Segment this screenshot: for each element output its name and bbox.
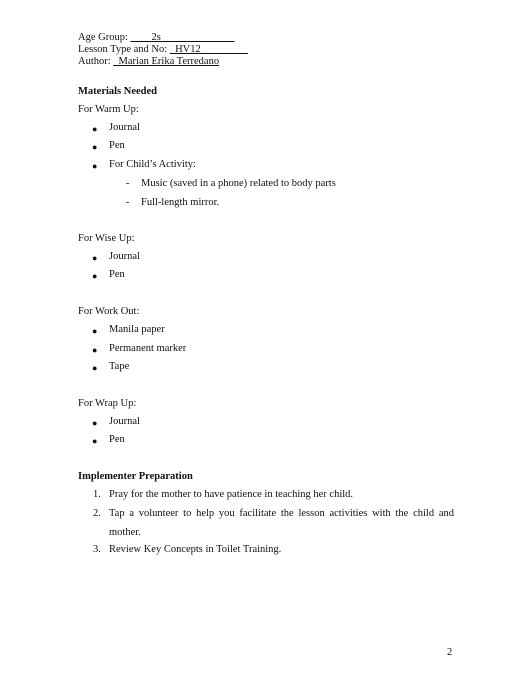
dash-icon: - [126,197,130,208]
preparation-heading: Implementer Preparation [78,471,193,482]
list-item: Tape [109,361,130,372]
step-number: 1. [93,489,101,500]
step-text: Review Key Concepts in Toilet Training. [109,544,282,555]
step-number: 3. [93,544,101,555]
bullet-icon: ● [92,271,98,281]
materials-heading: Materials Needed [78,86,158,97]
bullet-icon: ● [92,124,98,134]
bullet-icon: ● [92,363,98,373]
lesson-label: Lesson Type and No: [78,44,170,55]
sub-list-item: Music (saved in a phone) related to body parts [141,178,336,189]
list-item: For Child’s Activity: [109,159,196,170]
bullet-icon: ● [92,142,98,152]
age-group-value: ____2s______________ [130,32,235,43]
author-label: Author: [78,56,114,67]
list-item: Permanent marker [109,343,187,354]
bullet-icon: ● [92,326,98,336]
list-item: Pen [109,140,125,151]
author-value: _Marian Erika Terredano [113,56,220,67]
page-number: 2 [447,647,453,658]
list-item: Pen [109,269,125,280]
bullet-icon: ● [92,345,98,355]
step-text: Tap a volunteer to help you facilitate the lesson activities with the child and mother. [109,508,454,538]
list-item: Manila paper [109,324,165,335]
dash-icon: - [126,178,130,189]
step-text: Pray for the mother to have patience in teaching her child. [109,489,354,500]
sub-list-item: Full-length mirror. [141,197,220,208]
lesson-line [78,44,248,56]
wrap-up-label: For Wrap Up: [78,398,137,409]
wise-up-label: For Wise Up: [78,233,135,244]
bullet-icon: ● [92,436,98,446]
work-out-label: For Work Out: [78,306,140,317]
age-group-label: Age Group: [78,32,131,43]
step-number: 2. [93,508,101,519]
list-item: Journal [109,416,140,427]
age-group-line [78,32,234,44]
author-line [78,56,219,68]
lesson-value: _HV12_________ [169,44,248,55]
warm-up-label: For Warm Up: [78,104,139,115]
bullet-icon: ● [92,161,98,171]
list-item: Pen [109,434,125,445]
list-item: Journal [109,122,140,133]
bullet-icon: ● [92,253,98,263]
list-item: Journal [109,251,140,262]
bullet-icon: ● [92,418,98,428]
